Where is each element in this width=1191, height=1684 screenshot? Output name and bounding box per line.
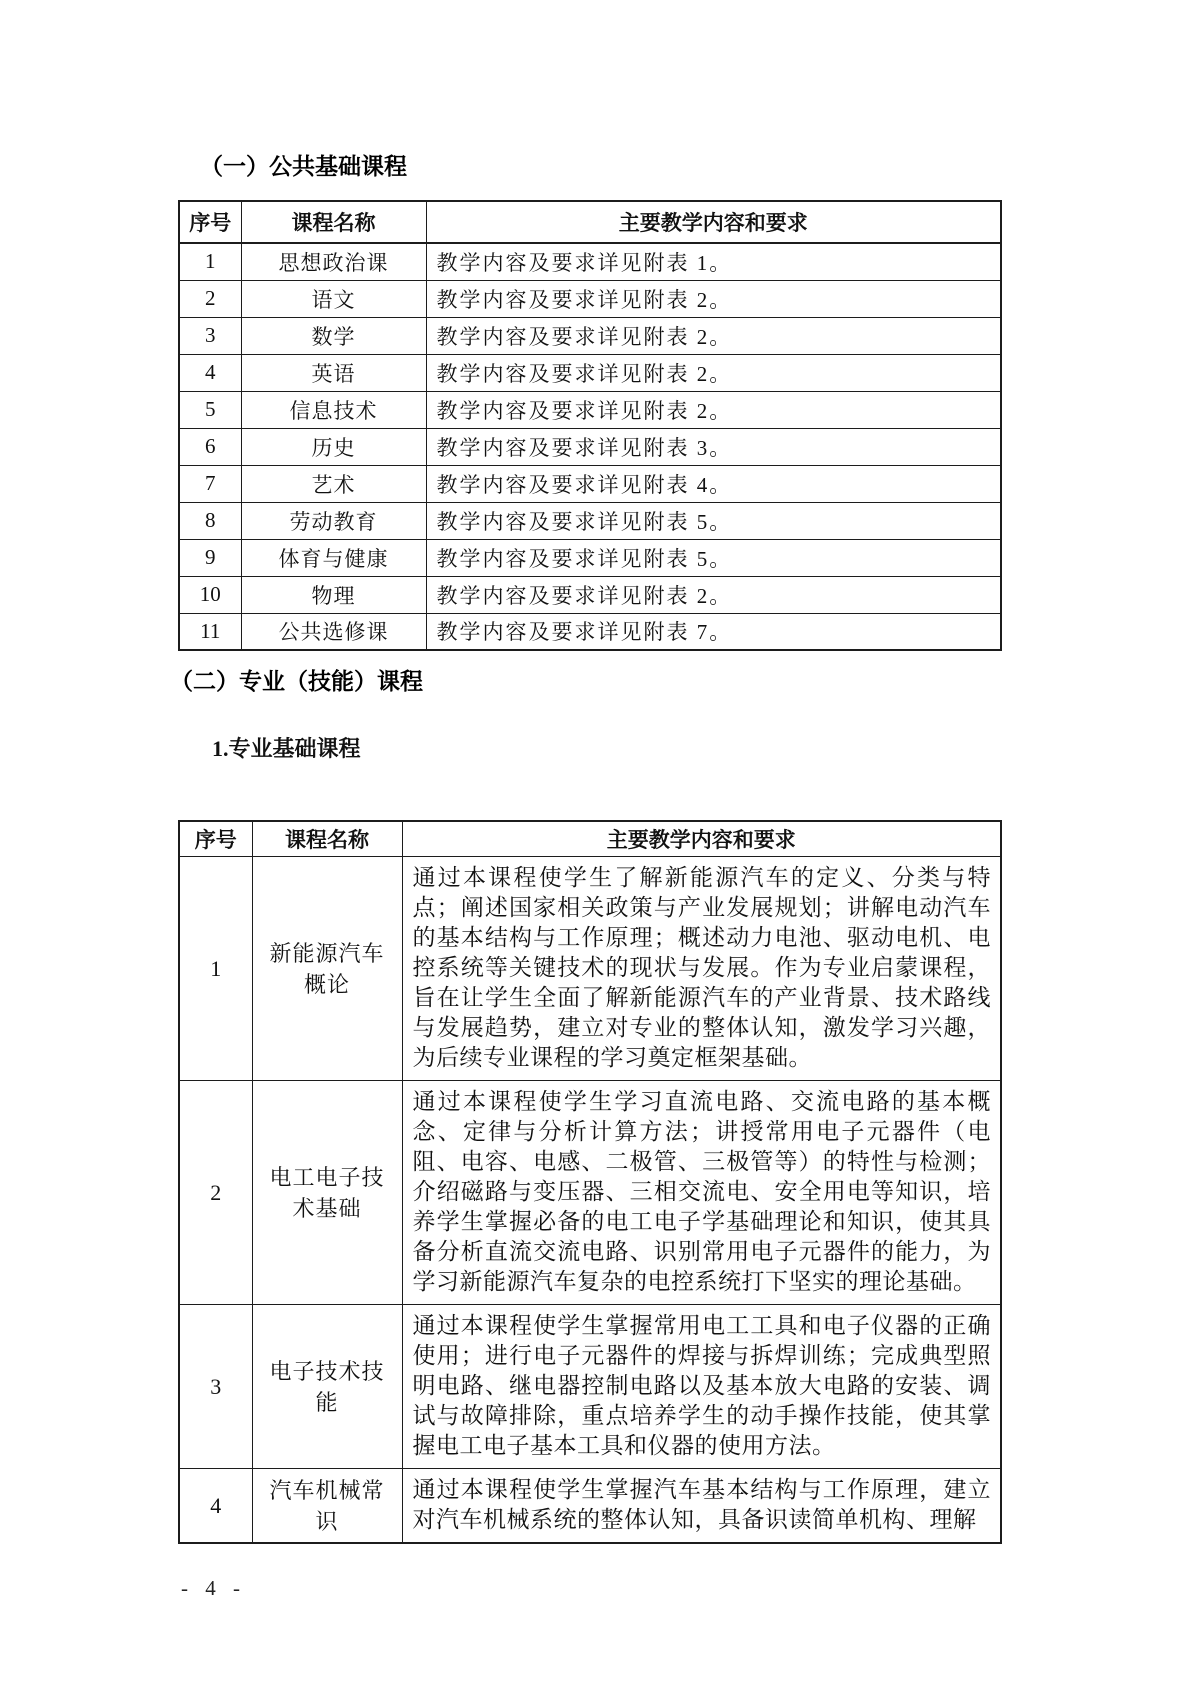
- course-index-cell: 7: [179, 465, 241, 502]
- course-index-cell: 3: [179, 1305, 252, 1469]
- course-row: [179, 391, 1001, 428]
- course-row: [179, 1469, 1001, 1544]
- course-index-cell: 3: [179, 317, 241, 354]
- course-content-cell: 教学内容及要求详见附表 2。: [426, 280, 1001, 317]
- col-header-course-name: 课程名称: [252, 821, 402, 857]
- course-content-cell: 通过本课程使学生掌握汽车基本结构与工作原理，建立对汽车机械系统的整体认知，具备识读简单机构、理解: [402, 1469, 1001, 1544]
- table-header-row: [179, 821, 1001, 857]
- course-name-cell: 语文: [241, 280, 426, 317]
- course-index-cell: 9: [179, 539, 241, 576]
- course-row: [179, 1081, 1001, 1305]
- course-index-cell: 10: [179, 576, 241, 613]
- course-name-cell: 数学: [241, 317, 426, 354]
- course-name-cell: 思想政治课: [241, 243, 426, 280]
- course-index-cell: 5: [179, 391, 241, 428]
- col-header-index: 序号: [179, 821, 252, 857]
- course-name-cell: 新能源汽车概论: [252, 857, 402, 1081]
- course-content-cell: 教学内容及要求详见附表 4。: [426, 465, 1001, 502]
- course-name-cell: 汽车机械常识: [252, 1469, 402, 1544]
- col-header-content: 主要教学内容和要求: [402, 821, 1001, 857]
- course-name-cell: 历史: [241, 428, 426, 465]
- course-row: [179, 613, 1001, 650]
- course-name-cell: 劳动教育: [241, 502, 426, 539]
- course-row: [179, 354, 1001, 391]
- professional-basic-courses-table: [178, 820, 1002, 1544]
- course-index-cell: 4: [179, 354, 241, 391]
- course-index-cell: 1: [179, 243, 241, 280]
- course-index-cell: 11: [179, 613, 241, 650]
- course-row: [179, 502, 1001, 539]
- course-content-cell: 教学内容及要求详见附表 5。: [426, 539, 1001, 576]
- col-header-content: 主要教学内容和要求: [426, 201, 1001, 243]
- course-name-cell: 艺术: [241, 465, 426, 502]
- col-header-course-name: 课程名称: [241, 201, 426, 243]
- course-content-cell: 通过本课程使学生了解新能源汽车的定义、分类与特点；阐述国家相关政策与产业发展规划；讲解电动汽车的基本结构与工作原理；概述动力电池、驱动电机、电控系统等关键技术的现状与发展。作为专业启蒙课程，旨在让学生全面了解新能源汽车的产业背景、技术路线与发展趋势，建立对专业的整体认知，激发学习兴趣，为后续专业课程的学习奠定框架基础。: [402, 857, 1001, 1081]
- course-index-cell: 6: [179, 428, 241, 465]
- course-content-cell: 教学内容及要求详见附表 2。: [426, 317, 1001, 354]
- course-row: [179, 317, 1001, 354]
- course-name-cell: 物理: [241, 576, 426, 613]
- course-content-cell: 教学内容及要求详见附表 2。: [426, 576, 1001, 613]
- col-header-index: 序号: [179, 201, 241, 243]
- course-name-cell: 信息技术: [241, 391, 426, 428]
- course-index-cell: 1: [179, 857, 252, 1081]
- course-index-cell: 2: [179, 1081, 252, 1305]
- course-content-cell: 教学内容及要求详见附表 2。: [426, 354, 1001, 391]
- course-row: [179, 576, 1001, 613]
- course-content-cell: 通过本课程使学生学习直流电路、交流电路的基本概念、定律与分析计算方法；讲授常用电子元器件（电阻、电容、电感、二极管、三极管等）的特性与检测；介绍磁路与变压器、三相交流电、安全用电等知识，培养学生掌握必备的电工电子学基础理论和知识，使其具备分析直流交流电路、识别常用电子元器件的能力，为学习新能源汽车复杂的电控系统打下坚实的理论基础。: [402, 1081, 1001, 1305]
- course-name-cell: 英语: [241, 354, 426, 391]
- course-name-cell: 电子技术技能: [252, 1305, 402, 1469]
- table-header-row: [179, 201, 1001, 243]
- course-row: [179, 280, 1001, 317]
- course-content-cell: 教学内容及要求详见附表 7。: [426, 613, 1001, 650]
- course-row: [179, 1305, 1001, 1469]
- page-number: - 4 -: [181, 1576, 246, 1600]
- course-content-cell: 教学内容及要求详见附表 3。: [426, 428, 1001, 465]
- course-content-cell: 教学内容及要求详见附表 5。: [426, 502, 1001, 539]
- course-index-cell: 4: [179, 1469, 252, 1544]
- course-name-cell: 公共选修课: [241, 613, 426, 650]
- subsection-heading-professional-basic-courses: 1.专业基础课程: [212, 736, 361, 761]
- section-heading-professional-skill-courses: （二）专业（技能）课程: [170, 669, 423, 694]
- course-name-cell: 体育与健康: [241, 539, 426, 576]
- section-heading-public-basic-courses: （一）公共基础课程: [200, 154, 407, 179]
- course-content-cell: 通过本课程使学生掌握常用电工工具和电子仪器的正确使用；进行电子元器件的焊接与拆焊训练；完成典型照明电路、继电器控制电路以及基本放大电路的安装、调试与故障排除，重点培养学生的动手操作技能，使其掌握电工电子基本工具和仪器的使用方法。: [402, 1305, 1001, 1469]
- course-row: [179, 539, 1001, 576]
- course-name-cell: 电工电子技术基础: [252, 1081, 402, 1305]
- public-basic-courses-table: [178, 200, 1002, 651]
- course-row: [179, 465, 1001, 502]
- course-row: [179, 243, 1001, 280]
- course-index-cell: 2: [179, 280, 241, 317]
- course-row: [179, 857, 1001, 1081]
- course-index-cell: 8: [179, 502, 241, 539]
- course-content-cell: 教学内容及要求详见附表 1。: [426, 243, 1001, 280]
- course-content-cell: 教学内容及要求详见附表 2。: [426, 391, 1001, 428]
- course-row: [179, 428, 1001, 465]
